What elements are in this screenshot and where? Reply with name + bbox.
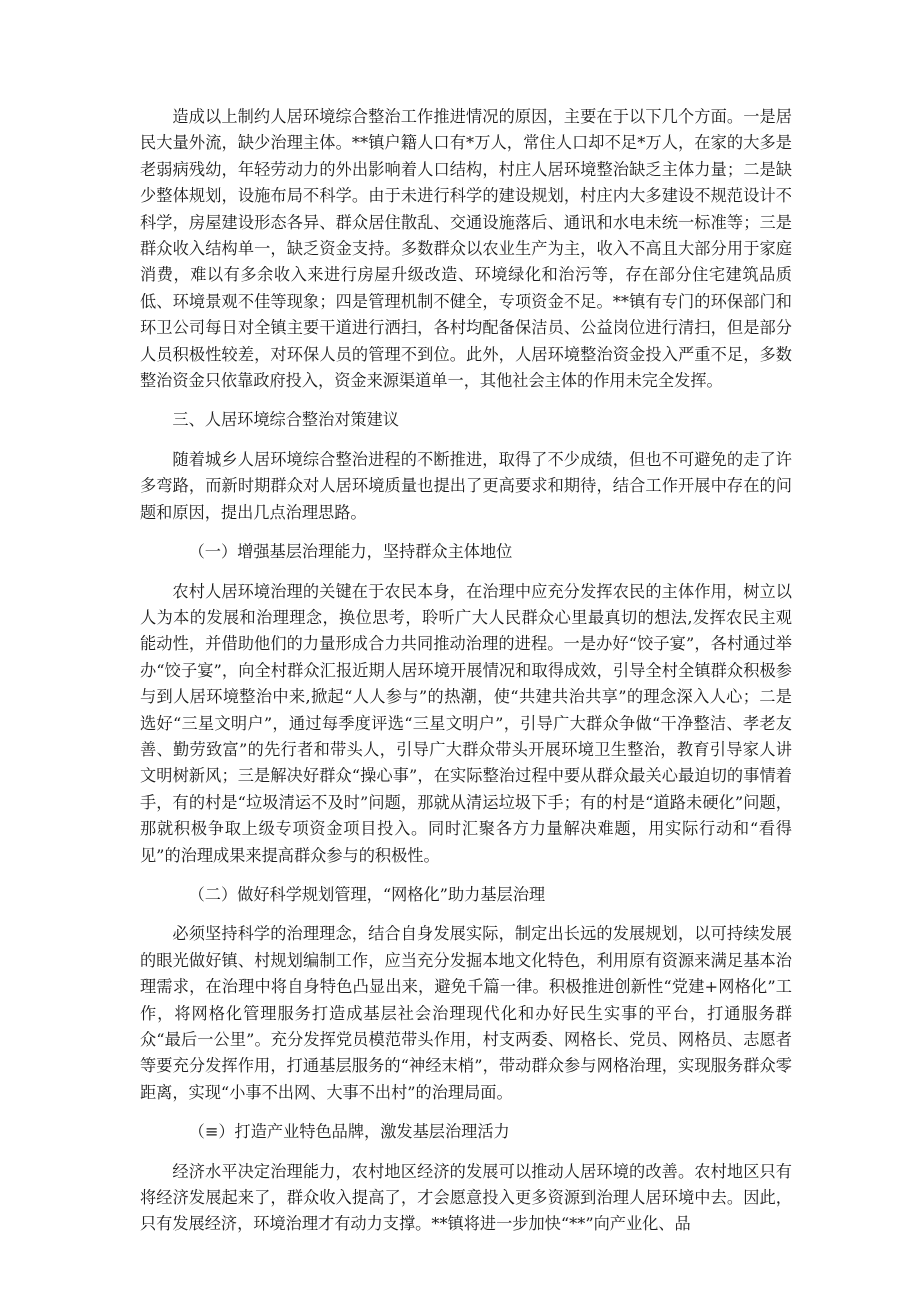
paragraph-planning: 必须坚持科学的治理理念，结合自身发展实际，制定出长远的发展规划，以可持续发展的眼光做好镇、村规划编制工作，应当充分发掘本地文化特色，利用原有资源来满足基本治理需求，在治理中将自身特色凸显出来，避免千篇一律。积极推进创新性“党建+网格化”工作，将网格化管理服务打造成基层社会治理现代化和办好民生实事的平台，打通服务群众“最后一公里”。充分发挥党员模范带头作用，村支两委、网格长、党员、网格员、志愿者等要充分发挥作用，打通基层服务的“神经末梢”，带动群众参与网格治理，实现服务群众零距离，实现“小事不出网、大事不出村”的治理局面。 [140, 924, 792, 1102]
subheading-1: （一）增强基层治理能力，坚持群众主体地位 [188, 542, 513, 562]
paragraph-economy: 经济水平决定治理能力，农村地区经济的发展可以推动人居环境的改善。农村地区只有将经济发展起来了，群众收入提高了，才会愿意投入更多资源到治理人居环境中去。因此，只有发展经济，环境治理才有动力支撑。**镇将进一步加快“**”向产业化、品 [140, 1161, 792, 1234]
section-heading-3: 三、人居环境综合整治对策建议 [172, 410, 400, 430]
subheading-3: （≡）打造产业特色品牌，激发基层治理活力 [188, 1122, 510, 1142]
paragraph-governance: 农村人居环境治理的关键在于农民本身，在治理中应充分发挥农民的主体作用，树立以人为本的发展和治理理念，换位思考，聆听广大人民群众心里最真切的想法,发挥农民主观能动性，并借助他们的力量形成合力共同推动治理的进程。一是办好“饺子宴”，各村通过举办“饺子宴”，向全村群众汇报近期人居环境开展情况和取得成效，引导全村全镇群众积极参与到人居环境整治中来,掀起“人人参与”的热潮，使“共建共治共享”的理念深入人心；二是选好“三星文明户”，通过每季度评选“三星文明户”，引导广大群众争做“干净整洁、孝老友善、勤劳致富”的先行者和带头人，引导广大群众带头开展环境卫生整治，教育引导家人讲文明树新风；三是解决好群众“操心事”，在实际整治过程中要从群众最关心最迫切的事情着手，有的村是“垃圾清运不及时”问题，那就从清运垃圾下手；有的村是“道路未硬化”问题，那就积极争取上级专项资金项目投入。同时汇聚各方力量解决难题，用实际行动和“看得见”的治理成果来提高群众参与的积极性。 [140, 581, 792, 865]
paragraph-causes: 造成以上制约人居环境综合整治工作推进情况的原因，主要在于以下几个方面。一是居民大量外流，缺少治理主体。**镇户籍人口有*万人，常住人口却不足*万人，在家的大多是老弱病残幼，年轻劳动力的外出影响着人口结构，村庄人居环境整治缺乏主体力量；二是缺少整体规划，设施布局不科学。由于未进行科学的建设规划，村庄内大多建设不规范设计不科学，房屋建设形态各异、群众居住散乱、交通设施落后、通讯和水电未统一标准等；三是群众收入结构单一，缺乏资金支持。多数群众以农业生产为主，收入不高且大部分用于家庭消费，难以有多余收入来进行房屋升级改造、环境绿化和治污等，存在部分住宅建筑品质低、环境景观不佳等现象；四是管理机制不健全，专项资金不足。**镇有专门的环保部门和环卫公司每日对全镇主要干道进行洒扫，各村均配备保洁员、公益岗位进行清扫，但是部分人员积极性较差，对环保人员的管理不到位。此外，人居环境整治资金投入严重不足，多数整治资金只依靠政府投入，资金来源渠道单一，其他社会主体的作用未完全发挥。 [140, 107, 792, 391]
subheading-2: （二）做好科学规划管理，“网格化”助力基层治理 [188, 884, 546, 904]
paragraph-intro: 随着城乡人居环境综合整治进程的不断推进，取得了不少成绩，但也不可避免的走了许多弯路，而新时期群众对人居环境质量也提出了更高要求和期待，结合工作开展中存在的问题和原因，提出几点治理思路。 [140, 449, 792, 522]
document-page [140, 104, 792, 1251]
